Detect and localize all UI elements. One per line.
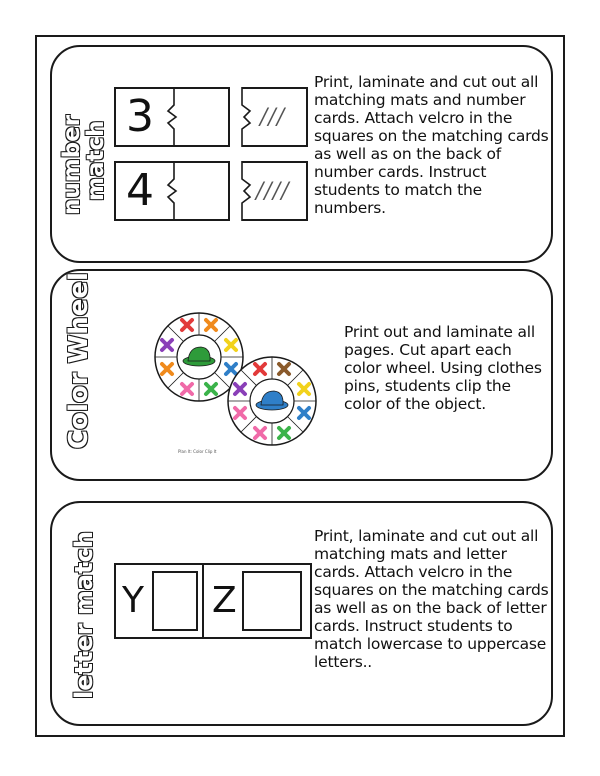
puzzle-edge	[166, 161, 182, 221]
number-match-description: Print, laminate and cut out all matching mats and number cards. Attach velcro in the squares on the matching cards as well as on the back of number cards. Instruct students to match the numbers.	[314, 73, 549, 217]
puzzle-edge	[166, 87, 182, 147]
puzzle-notch	[240, 87, 254, 147]
letter-mat-y	[114, 563, 204, 639]
number-match-title-line2: match	[83, 120, 109, 201]
tally-card-4	[242, 161, 308, 221]
velcro-square	[242, 571, 302, 631]
color-wheel-2	[228, 357, 316, 445]
color-wheel-description: Print out and laminate all pages. Cut apart each color wheel. Using clothes pins, students clip the color of the object.	[344, 323, 542, 413]
page-frame	[35, 35, 565, 737]
number-match-title	[60, 115, 108, 215]
number-mat-4	[114, 161, 230, 221]
mat-letter: Y	[122, 580, 144, 621]
number-match-card	[50, 45, 553, 263]
letter-match-card	[50, 501, 553, 726]
letter-match-title: letter match	[70, 531, 98, 699]
letter-mat-z	[202, 563, 312, 639]
tally-card-3	[242, 87, 308, 147]
mat-number: 3	[126, 91, 154, 142]
mat-letter: Z	[212, 580, 237, 621]
tally-marks: ////	[256, 179, 290, 204]
wheel-caption: Plan It: Color Clip It	[178, 449, 217, 454]
velcro-square	[152, 571, 198, 631]
tally-marks: ///	[260, 105, 286, 130]
letter-match-description: Print, laminate and cut out all matching mats and letter cards. Attach velcro in the squares on the matching cards as well as on the back of letter cards. Instruct students to match lowercase to uppercase letters..	[314, 527, 549, 671]
mat-number: 4	[126, 165, 154, 216]
puzzle-notch	[240, 161, 254, 221]
number-match-title-line1: number	[59, 114, 85, 215]
number-mat-3	[114, 87, 230, 147]
color-wheels-illustration	[152, 311, 322, 451]
color-wheel-title: Color Wheel	[64, 272, 94, 449]
color-wheel-card	[50, 269, 553, 481]
